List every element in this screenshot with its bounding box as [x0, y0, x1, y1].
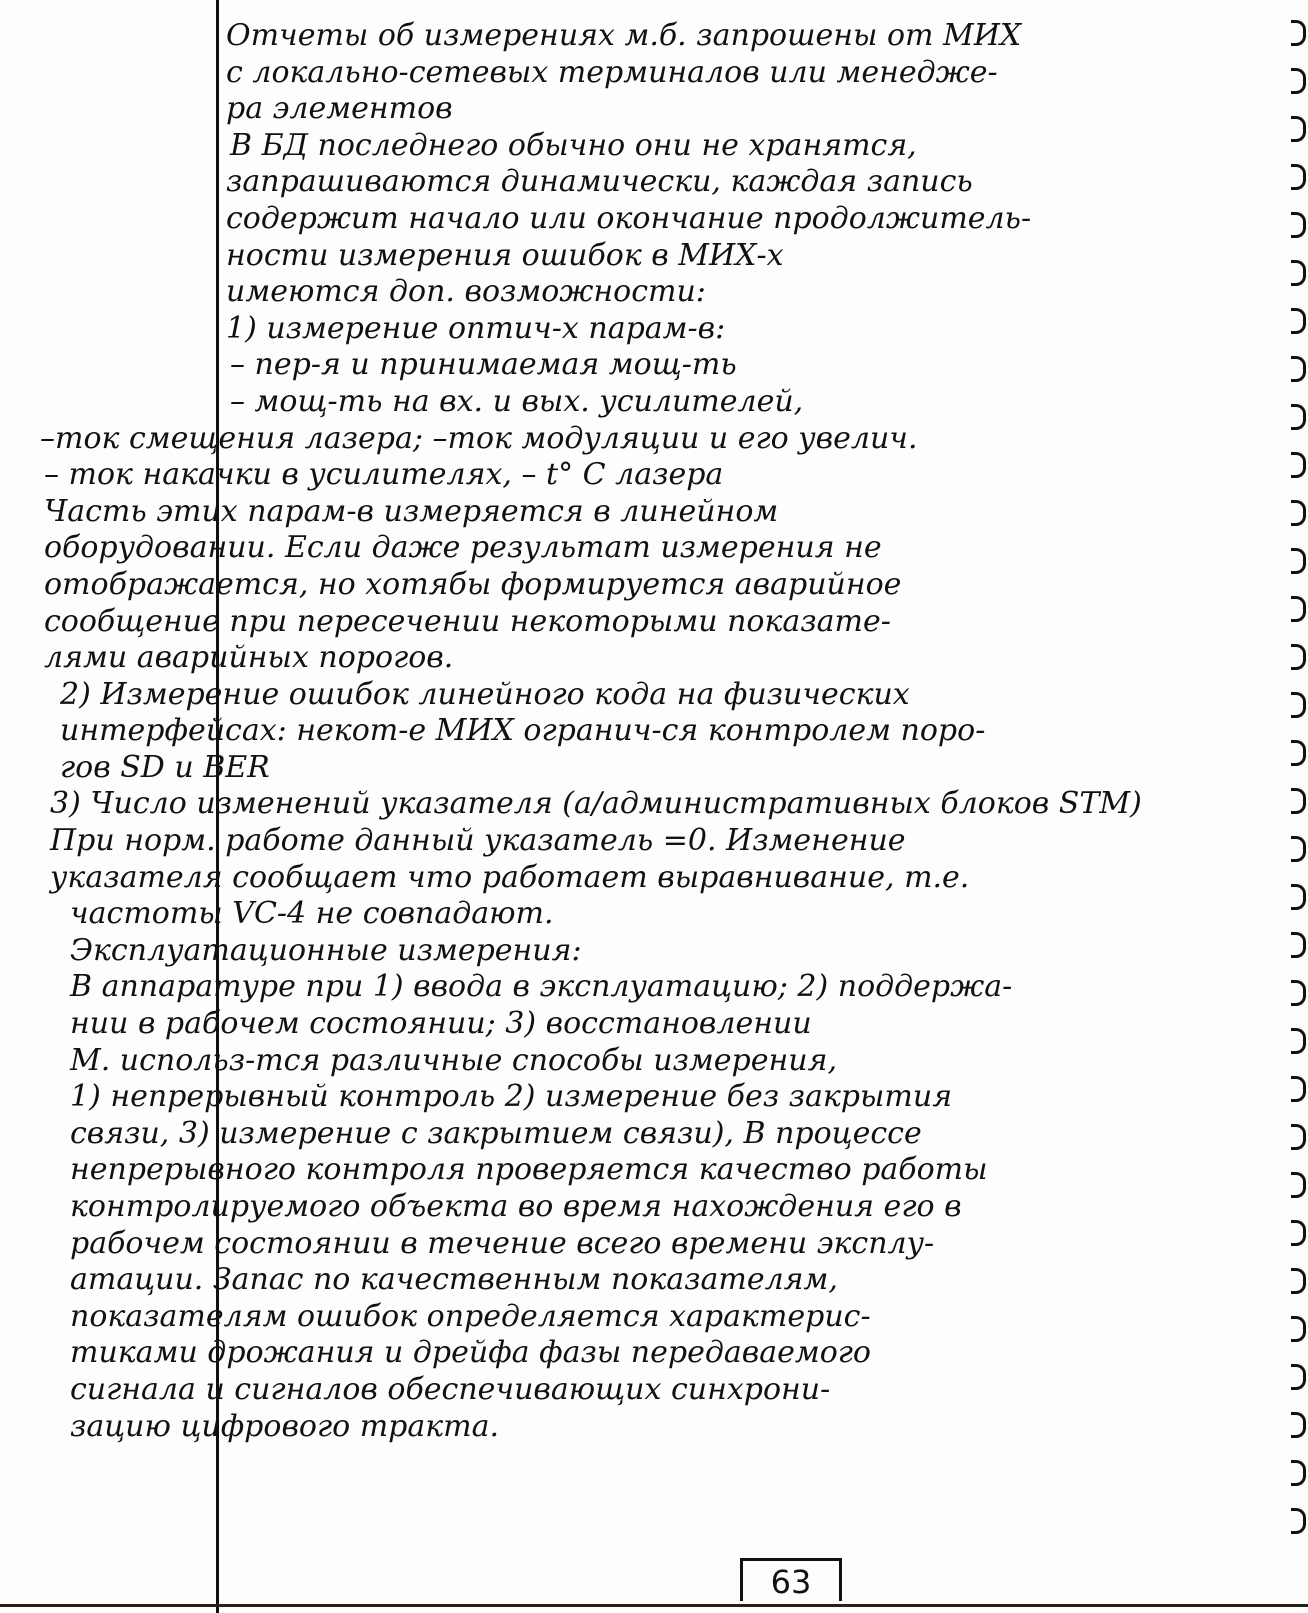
text-line: 3) Число изменений указателя (а/административных блоков STM) — [50, 786, 1142, 822]
binder-hole — [1291, 1364, 1306, 1390]
binder-hole — [1291, 1316, 1306, 1342]
text-line: отображается, но хотябы формируется аварийное — [44, 566, 902, 602]
text-line: – ток накачки в усилителях, – t° С лазера — [44, 457, 724, 493]
binder-hole — [1291, 1220, 1306, 1246]
binder-hole — [1291, 980, 1306, 1006]
binder-hole — [1291, 932, 1306, 958]
text-line: показателям ошибок определяется характерис- — [70, 1298, 871, 1334]
text-line: интерфейсах: некот-е МИХ огранич-ся контролем поро- — [60, 713, 986, 749]
binder-hole — [1291, 20, 1306, 46]
binder-hole — [1291, 1412, 1306, 1438]
text-line: При норм. работе данный указатель =0. Изменение — [50, 823, 906, 859]
text-line: непрерывного контроля проверяется качество работы — [70, 1152, 988, 1188]
text-line: зацию цифрового тракта. — [70, 1408, 500, 1444]
binder-hole — [1291, 1508, 1306, 1534]
text-line: В БД последнего обычно они не хранятся, — [230, 127, 917, 163]
text-line: сигнала и сигналов обеспечивающих синхрони- — [70, 1371, 831, 1407]
text-line: М. использ-тся различные способы измерения, — [70, 1042, 837, 1078]
text-line: Часть этих парам-в измеряется в линейном — [44, 493, 779, 529]
text-line: –ток смещения лазера; –ток модуляции и его увелич. — [40, 420, 918, 456]
binder-hole — [1291, 164, 1306, 190]
text-line: – пер-я и принимаемая мощ-ть — [230, 347, 737, 383]
text-line: содержит начало или окончание продолжитель- — [226, 200, 1032, 236]
text-line: имеются доп. возможности: — [226, 274, 706, 310]
text-line: с локально-сетевых терминалов или менедже- — [226, 54, 998, 90]
binder-hole — [1291, 1076, 1306, 1102]
binder-hole — [1291, 596, 1306, 622]
binder-hole — [1291, 1124, 1306, 1150]
text-line: ра элементов — [226, 91, 453, 127]
text-line: 1) непрерывный контроль 2) измерение без закрытия — [70, 1079, 953, 1115]
text-line: – мощ-ть на вх. и вых. усилителей, — [230, 383, 804, 419]
binder-hole — [1291, 836, 1306, 862]
binder-hole — [1291, 644, 1306, 670]
binder-hole — [1291, 1460, 1306, 1486]
text-line: ности измерения ошибок в МИХ-х — [226, 237, 784, 273]
binder-hole — [1291, 260, 1306, 286]
text-line: нии в рабочем состоянии; 3) восстановлении — [70, 1006, 812, 1042]
binder-hole — [1291, 308, 1306, 334]
binder-hole — [1291, 1028, 1306, 1054]
text-line: запрашиваются динамически, каждая запись — [226, 164, 973, 200]
binder-hole — [1291, 1268, 1306, 1294]
binder-holes — [1284, 20, 1306, 1580]
binder-hole — [1291, 116, 1306, 142]
text-line: лями аварийных порогов. — [44, 640, 454, 676]
binder-hole — [1291, 1172, 1306, 1198]
text-line: контролируемого объекта во время нахождения его в — [70, 1189, 962, 1224]
binder-hole — [1291, 452, 1306, 478]
text-line: частоты VC-4 не совпадают. — [70, 896, 554, 932]
text-line: указателя сообщает что работает выравнивание, т.е. — [50, 859, 970, 895]
page-number-box: 63 — [740, 1558, 842, 1601]
binder-hole — [1291, 212, 1306, 238]
text-line: гов SD и BER — [60, 749, 270, 785]
text-line: атации. Запас по качественным показателям, — [70, 1262, 838, 1298]
text-line: 1) измерение оптич-х парам-в: — [226, 310, 726, 346]
handwritten-text — [40, 18, 1270, 1445]
text-line: тиками дрожания и дрейфа фазы передаваемого — [70, 1335, 871, 1371]
binder-hole — [1291, 884, 1306, 910]
text-line: В аппаратуре при 1) ввода в эксплуатацию; 2) поддержа- — [70, 969, 1013, 1005]
text-line: рабочем состоянии в течение всего времени эксплу- — [70, 1225, 935, 1261]
binder-hole — [1291, 68, 1306, 94]
binder-hole — [1291, 404, 1306, 430]
binder-hole — [1291, 500, 1306, 526]
text-line: Эксплуатационные измерения: — [70, 932, 582, 968]
binder-hole — [1291, 740, 1306, 766]
text-line: 2) Измерение ошибок линейного кода на физических — [60, 676, 910, 712]
text-line: связи, 3) измерение с закрытием связи), В процессе — [70, 1115, 922, 1151]
text-line: оборудовании. Если даже результат измерения не — [44, 530, 882, 566]
binder-hole — [1291, 356, 1306, 382]
binder-hole — [1291, 548, 1306, 574]
binder-hole — [1291, 788, 1306, 814]
binder-hole — [1291, 692, 1306, 718]
text-line: сообщение при пересечении некоторыми показате- — [44, 603, 891, 639]
page-bottom-edge — [0, 1604, 1308, 1607]
text-line: Отчеты об измерениях м.б. запрошены от МИХ — [226, 18, 1022, 53]
